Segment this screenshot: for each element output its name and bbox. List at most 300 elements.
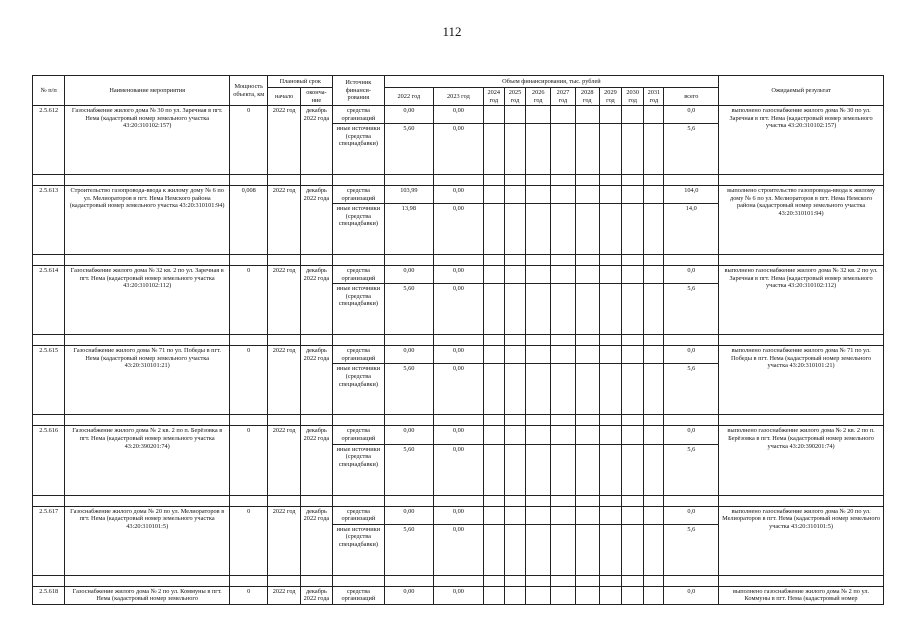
row-source-organizations: средства организаций (333, 186, 385, 204)
spacer-cell (333, 255, 385, 266)
row-name: Строительство газопровода-ввода к жилому дому № 6 по ул. Мелиораторов в пгт. Нема Немского района (кадастровый номер земельного участка 43:20:310101:94) (65, 186, 230, 255)
spacer-cell (719, 575, 884, 586)
row-source-other: иные источники (средства спецнадбавки) (333, 204, 385, 255)
cell-year-2030 (622, 426, 644, 444)
spacer-cell (575, 575, 599, 586)
row-capacity: 0 (230, 426, 268, 495)
cell-year-2027 (551, 204, 575, 255)
cell-year-2025 (504, 586, 525, 604)
row-name: Газоснабжение жилого дома № 2 по ул. Коммуны в пгт. Нема (кадастровый номер земельного (65, 586, 230, 604)
spacer-cell (551, 415, 575, 426)
row-capacity: 0,008 (230, 186, 268, 255)
spacer-cell (483, 175, 504, 186)
cell-year-2030 (622, 364, 644, 415)
cell-year-2031 (644, 204, 664, 255)
cell-year-2026 (526, 364, 551, 415)
cell-year-2029 (599, 444, 621, 495)
row-number: 2.5.612 (33, 106, 65, 175)
table-row (33, 506, 884, 524)
cell-year-2026 (526, 186, 551, 204)
cell-year-2025 (504, 524, 525, 575)
cell-year-2031 (644, 284, 664, 335)
cell-year-2025 (504, 204, 525, 255)
row-end: декабрь 2022 года (300, 346, 332, 415)
row-source-organizations: средства организаций (333, 506, 385, 524)
row-result: выполнено газоснабжение жилого дома № 2 кв. 2 по п. Берёзовка в пгт. Нема (кадастровый номер земельного участка 43:20:390201:74) (719, 426, 884, 495)
spacer-cell (575, 335, 599, 346)
cell-total: 5,6 (664, 364, 719, 415)
cell-year-2023: 0,00 (434, 346, 484, 364)
spacer-cell (504, 255, 525, 266)
spacer-cell (622, 415, 644, 426)
spacer-cell (434, 495, 484, 506)
row-start: 2022 год (268, 346, 300, 415)
cell-year-2025 (504, 124, 525, 175)
row-capacity: 0 (230, 346, 268, 415)
row-number: 2.5.615 (33, 346, 65, 415)
spacer-cell (65, 575, 230, 586)
spacer-cell (719, 175, 884, 186)
spacer-cell (551, 575, 575, 586)
col-term-end: оконча-ние (300, 88, 332, 106)
spacer-cell (300, 575, 332, 586)
cell-year-2022: 0,00 (384, 586, 434, 604)
cell-year-2026 (526, 444, 551, 495)
cell-year-2023: 0,00 (434, 426, 484, 444)
cell-total: 0,0 (664, 346, 719, 364)
spacer-cell (384, 575, 434, 586)
spacer-cell (300, 495, 332, 506)
spacer-cell (664, 255, 719, 266)
cell-year-2026 (526, 506, 551, 524)
spacer-cell (434, 415, 484, 426)
cell-year-2023: 0,00 (434, 364, 484, 415)
row-capacity: 0 (230, 586, 268, 604)
cell-year-2029 (599, 266, 621, 284)
spacer-cell (434, 575, 484, 586)
table-row (33, 106, 884, 124)
spacer-cell (384, 495, 434, 506)
row-capacity: 0 (230, 506, 268, 575)
cell-year-2027 (551, 124, 575, 175)
col-year-2026: 2026 год (526, 88, 551, 106)
row-end: декабрь 2022 года (300, 426, 332, 495)
row-number: 2.5.614 (33, 266, 65, 335)
cell-year-2026 (526, 106, 551, 124)
cell-year-2026 (526, 346, 551, 364)
spacer-cell (268, 255, 300, 266)
cell-year-2028 (575, 284, 599, 335)
cell-year-2026 (526, 204, 551, 255)
cell-year-2024 (483, 364, 504, 415)
cell-year-2031 (644, 124, 664, 175)
spacer-cell (300, 175, 332, 186)
spacer-cell (599, 575, 621, 586)
cell-year-2028 (575, 426, 599, 444)
spacer-cell (230, 175, 268, 186)
spacer-cell (33, 175, 65, 186)
spacer-cell (65, 495, 230, 506)
spacer-cell (65, 335, 230, 346)
row-end: декабрь 2022 года (300, 506, 332, 575)
spacer-cell (504, 495, 525, 506)
spacer-cell (384, 255, 434, 266)
spacer-cell (504, 335, 525, 346)
cell-year-2022: 0,00 (384, 266, 434, 284)
spacer-cell (664, 495, 719, 506)
cell-year-2025 (504, 346, 525, 364)
cell-year-2023: 0,00 (434, 506, 484, 524)
row-name: Газоснабжение жилого дома № 2 кв. 2 по п. Берёзовка в пгт. Нема (кадастровый номер земельного участка 43:20:390201:74) (65, 426, 230, 495)
cell-year-2022: 5,60 (384, 284, 434, 335)
cell-year-2031 (644, 586, 664, 604)
cell-total: 5,6 (664, 524, 719, 575)
cell-year-2025 (504, 186, 525, 204)
row-capacity: 0 (230, 266, 268, 335)
spacer-cell (551, 495, 575, 506)
cell-year-2025 (504, 426, 525, 444)
row-end: декабрь 2022 года (300, 186, 332, 255)
spacer-cell (300, 335, 332, 346)
cell-year-2024 (483, 106, 504, 124)
cell-year-2029 (599, 426, 621, 444)
cell-year-2027 (551, 364, 575, 415)
spacer-cell (230, 575, 268, 586)
col-year-2029: 2029 год (599, 88, 621, 106)
spacer-cell (483, 415, 504, 426)
spacer-cell (622, 335, 644, 346)
spacer-cell (230, 415, 268, 426)
cell-year-2024 (483, 186, 504, 204)
row-start: 2022 год (268, 426, 300, 495)
row-capacity: 0 (230, 106, 268, 175)
cell-year-2022: 0,00 (384, 506, 434, 524)
spacer-cell (719, 495, 884, 506)
row-name: Газоснабжение жилого дома № 71 по ул. Победы в пгт. Нема (кадастровый номер земельного участка 43:20:310101:21) (65, 346, 230, 415)
spacer-cell (526, 335, 551, 346)
spacer-cell (483, 575, 504, 586)
cell-total: 5,6 (664, 284, 719, 335)
spacer-cell (599, 335, 621, 346)
spacer-cell (719, 335, 884, 346)
spacer-cell (230, 335, 268, 346)
cell-year-2028 (575, 204, 599, 255)
cell-year-2029 (599, 364, 621, 415)
spacer-cell (644, 495, 664, 506)
cell-year-2024 (483, 444, 504, 495)
cell-total: 5,6 (664, 124, 719, 175)
table-row (33, 586, 884, 604)
row-spacer (33, 175, 884, 186)
row-spacer (33, 415, 884, 426)
cell-year-2031 (644, 364, 664, 415)
col-year-2024: 2024 год (483, 88, 504, 106)
row-start: 2022 год (268, 106, 300, 175)
cell-year-2031 (644, 506, 664, 524)
cell-year-2028 (575, 364, 599, 415)
cell-year-2022: 5,60 (384, 364, 434, 415)
spacer-cell (333, 175, 385, 186)
col-year-2028: 2028 год (575, 88, 599, 106)
cell-year-2025 (504, 364, 525, 415)
spacer-cell (333, 575, 385, 586)
cell-total: 0,0 (664, 426, 719, 444)
col-year-2027: 2027 год (551, 88, 575, 106)
cell-year-2024 (483, 586, 504, 604)
page-number: 112 (442, 24, 462, 39)
cell-year-2023: 0,00 (434, 186, 484, 204)
cell-year-2026 (526, 586, 551, 604)
row-name: Газоснабжение жилого дома № 32 кв. 2 по ул. Заречная в пгт. Нема (кадастровый номер земельного участка 43:20:310102:112) (65, 266, 230, 335)
spacer-cell (230, 255, 268, 266)
cell-total: 0,0 (664, 586, 719, 604)
row-source-other: иные источники (средства спецнадбавки) (333, 124, 385, 175)
row-spacer (33, 255, 884, 266)
cell-year-2026 (526, 426, 551, 444)
col-capacity: Мощность объекта, км (230, 76, 268, 106)
col-year-2022: 2022 год (384, 88, 434, 106)
spacer-cell (599, 255, 621, 266)
spacer-cell (664, 335, 719, 346)
spacer-cell (483, 255, 504, 266)
spacer-cell (504, 175, 525, 186)
cell-year-2029 (599, 586, 621, 604)
spacer-cell (483, 495, 504, 506)
cell-year-2031 (644, 346, 664, 364)
spacer-cell (384, 335, 434, 346)
spacer-cell (719, 415, 884, 426)
spacer-cell (575, 255, 599, 266)
spacer-cell (664, 175, 719, 186)
table-row (33, 426, 884, 444)
row-start: 2022 год (268, 266, 300, 335)
cell-year-2029 (599, 346, 621, 364)
spacer-cell (526, 415, 551, 426)
spacer-cell (300, 415, 332, 426)
spacer-cell (33, 255, 65, 266)
spacer-cell (384, 415, 434, 426)
spacer-cell (230, 495, 268, 506)
col-year-2030: 2030 год (622, 88, 644, 106)
spacer-cell (268, 415, 300, 426)
table-row (33, 186, 884, 204)
spacer-cell (300, 255, 332, 266)
cell-year-2022: 5,60 (384, 524, 434, 575)
spacer-cell (268, 335, 300, 346)
row-source-other: иные источники (средства спецнадбавки) (333, 364, 385, 415)
spacer-cell (268, 175, 300, 186)
spacer-cell (333, 495, 385, 506)
spacer-cell (526, 175, 551, 186)
spacer-cell (622, 495, 644, 506)
spacer-cell (268, 575, 300, 586)
row-spacer (33, 335, 884, 346)
cell-year-2029 (599, 186, 621, 204)
spacer-cell (664, 575, 719, 586)
spacer-cell (551, 255, 575, 266)
cell-total: 5,6 (664, 444, 719, 495)
cell-year-2027 (551, 266, 575, 284)
cell-year-2022: 0,00 (384, 346, 434, 364)
row-source-other: иные источники (средства спецнадбавки) (333, 284, 385, 335)
cell-year-2030 (622, 346, 644, 364)
row-name: Газоснабжение жилого дома № 20 по ул. Мелиораторов в пгт. Нема (кадастровый номер земельного участка 43:20:310101:5) (65, 506, 230, 575)
cell-year-2024 (483, 506, 504, 524)
cell-year-2029 (599, 106, 621, 124)
spacer-cell (526, 255, 551, 266)
spacer-cell (664, 415, 719, 426)
cell-year-2027 (551, 586, 575, 604)
cell-year-2027 (551, 506, 575, 524)
row-result: выполнено строительство газопровода-ввода к жилому дому № 6 по ул. Мелиораторов в пгт. Нема Немского района (кадастровый номер земельного участка 43:20:310101:94) (719, 186, 884, 255)
cell-year-2031 (644, 106, 664, 124)
cell-year-2027 (551, 426, 575, 444)
cell-year-2022: 13,98 (384, 204, 434, 255)
spacer-cell (268, 495, 300, 506)
spacer-cell (65, 255, 230, 266)
cell-year-2030 (622, 586, 644, 604)
cell-year-2028 (575, 524, 599, 575)
cell-year-2024 (483, 284, 504, 335)
spacer-cell (644, 575, 664, 586)
cell-year-2023: 0,00 (434, 586, 484, 604)
cell-year-2026 (526, 124, 551, 175)
spacer-cell (644, 255, 664, 266)
cell-year-2024 (483, 124, 504, 175)
cell-total: 14,0 (664, 204, 719, 255)
col-total: всего (664, 88, 719, 106)
row-result: выполнено газоснабжение жилого дома № 71 по ул. Победы в пгт. Нема (кадастровый номер земельного участка 43:20:310101:21) (719, 346, 884, 415)
spacer-cell (644, 335, 664, 346)
cell-year-2024 (483, 204, 504, 255)
spacer-cell (483, 335, 504, 346)
col-year-2023: 2023 год (434, 88, 484, 106)
spacer-cell (622, 175, 644, 186)
col-term-start: начало (268, 88, 300, 106)
spacer-cell (33, 415, 65, 426)
cell-year-2023: 0,00 (434, 124, 484, 175)
row-start: 2022 год (268, 586, 300, 604)
cell-year-2029 (599, 506, 621, 524)
spacer-cell (551, 335, 575, 346)
cell-year-2030 (622, 524, 644, 575)
spacer-cell (622, 255, 644, 266)
row-source-organizations: средства организаций (333, 106, 385, 124)
cell-year-2030 (622, 266, 644, 284)
row-result: выполнено газоснабжение жилого дома № 32 кв. 2 по ул. Заречная в пгт. Нема (кадастровый номер земельного участка 43:20:310102:112) (719, 266, 884, 335)
spacer-cell (504, 415, 525, 426)
cell-year-2023: 0,00 (434, 266, 484, 284)
cell-year-2027 (551, 106, 575, 124)
col-year-2031: 2031 год (644, 88, 664, 106)
cell-year-2027 (551, 444, 575, 495)
spacer-cell (551, 175, 575, 186)
spacer-cell (504, 575, 525, 586)
cell-year-2022: 5,60 (384, 124, 434, 175)
cell-year-2024 (483, 426, 504, 444)
row-name: Газоснабжение жилого дома № 30 по ул. Заречная в пгт. Нема (кадастровый номер земельного участка 43:20:310102:157) (65, 106, 230, 175)
cell-year-2028 (575, 124, 599, 175)
cell-year-2024 (483, 346, 504, 364)
cell-year-2022: 0,00 (384, 106, 434, 124)
cell-year-2024 (483, 266, 504, 284)
cell-year-2029 (599, 204, 621, 255)
cell-year-2023: 0,00 (434, 284, 484, 335)
spacer-cell (599, 415, 621, 426)
row-source-other: иные источники (средства спецнадбавки) (333, 524, 385, 575)
cell-year-2023: 0,00 (434, 444, 484, 495)
cell-year-2024 (483, 524, 504, 575)
col-name: Наименование мероприятия (65, 76, 230, 106)
spacer-cell (434, 335, 484, 346)
spacer-cell (526, 495, 551, 506)
spacer-cell (384, 175, 434, 186)
spacer-cell (33, 495, 65, 506)
row-end: декабрь 2022 года (300, 106, 332, 175)
row-number: 2.5.618 (33, 586, 65, 604)
cell-year-2028 (575, 586, 599, 604)
cell-year-2031 (644, 524, 664, 575)
cell-total: 0,0 (664, 106, 719, 124)
cell-year-2025 (504, 444, 525, 495)
row-number: 2.5.616 (33, 426, 65, 495)
cell-year-2026 (526, 266, 551, 284)
table-body (33, 106, 884, 605)
spacer-cell (333, 335, 385, 346)
row-spacer (33, 575, 884, 586)
row-spacer (33, 495, 884, 506)
row-result: выполнено газоснабжение жилого дома № 30 по ул. Заречная в пгт. Нема (кадастровый номер земельного участка 43:20:310102:157) (719, 106, 884, 175)
cell-year-2031 (644, 426, 664, 444)
spacer-cell (33, 335, 65, 346)
spacer-cell (434, 175, 484, 186)
spacer-cell (575, 175, 599, 186)
spacer-cell (599, 495, 621, 506)
cell-year-2031 (644, 186, 664, 204)
cell-year-2026 (526, 524, 551, 575)
col-volume: Объем финансирования, тыс. рублей (384, 76, 718, 88)
spacer-cell (599, 175, 621, 186)
row-start: 2022 год (268, 506, 300, 575)
spacer-cell (644, 415, 664, 426)
cell-year-2030 (622, 106, 644, 124)
cell-year-2029 (599, 124, 621, 175)
row-source-organizations: средства организаций (333, 266, 385, 284)
table-row (33, 266, 884, 284)
cell-year-2028 (575, 506, 599, 524)
cell-year-2028 (575, 186, 599, 204)
cell-total: 0,0 (664, 266, 719, 284)
cell-year-2022: 103,99 (384, 186, 434, 204)
col-no: № п/п (33, 76, 65, 106)
spacer-cell (434, 255, 484, 266)
cell-year-2030 (622, 284, 644, 335)
row-source-organizations: средства организаций (333, 426, 385, 444)
spacer-cell (644, 175, 664, 186)
cell-year-2025 (504, 106, 525, 124)
cell-year-2030 (622, 444, 644, 495)
cell-total: 0,0 (664, 506, 719, 524)
spacer-cell (65, 415, 230, 426)
row-source-organizations: средства организаций (333, 586, 385, 604)
cell-year-2028 (575, 346, 599, 364)
cell-year-2025 (504, 506, 525, 524)
cell-year-2031 (644, 266, 664, 284)
cell-year-2030 (622, 124, 644, 175)
row-end: декабрь 2022 года (300, 586, 332, 604)
col-term: Плановый срок (268, 76, 333, 88)
cell-year-2027 (551, 346, 575, 364)
